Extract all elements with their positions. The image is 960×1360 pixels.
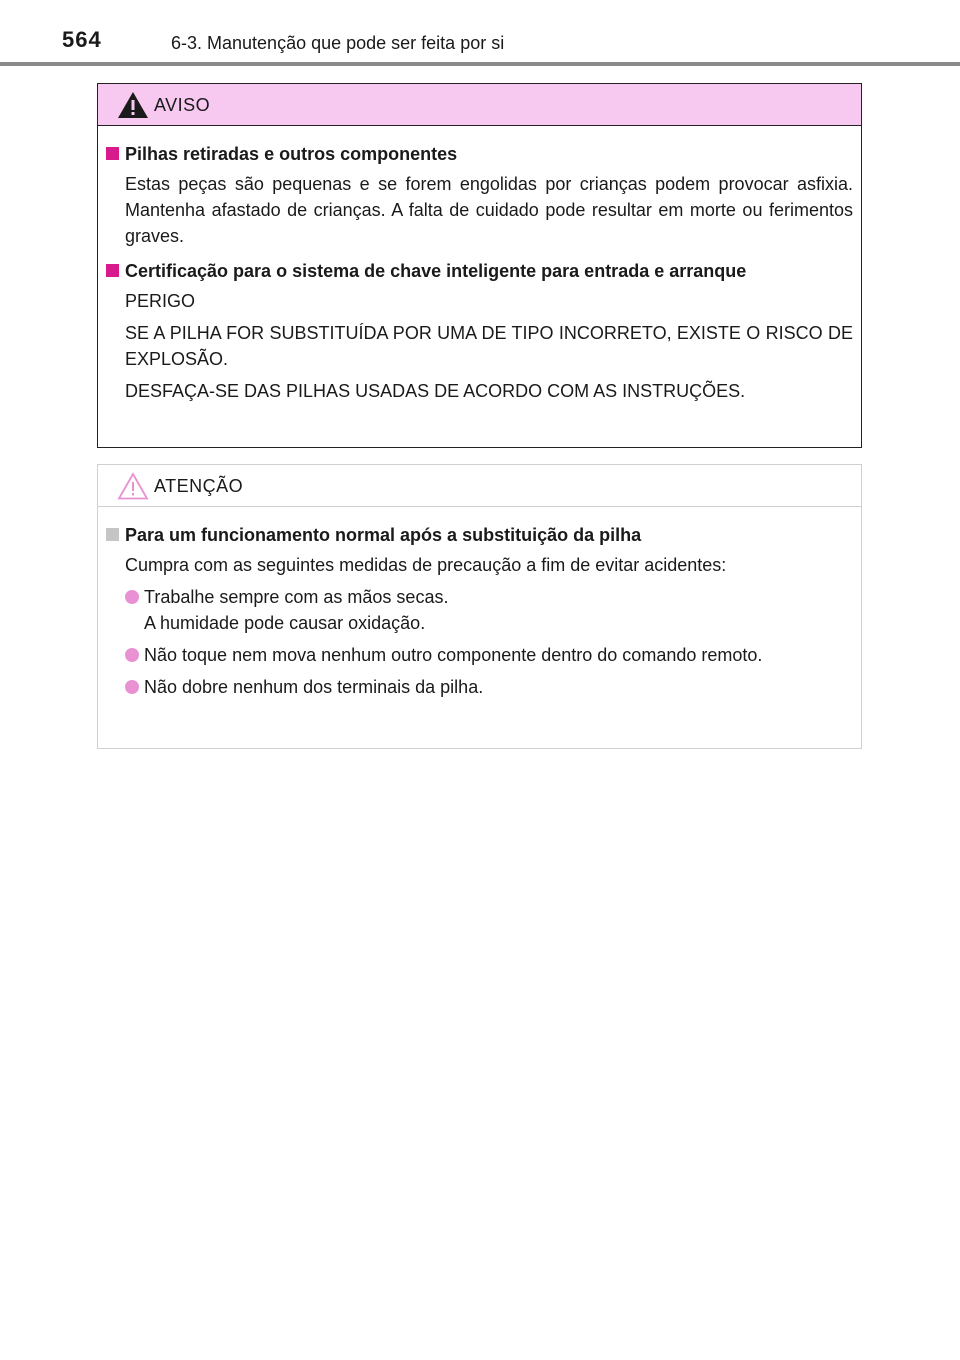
round-bullet-icon	[125, 590, 139, 604]
warning-item-title	[106, 259, 853, 283]
caution-bullet-text: Não dobre nenhum dos terminais da pilha.	[144, 677, 484, 697]
section-title: 6-3. Manutenção que pode ser feita por si	[171, 33, 505, 53]
caution-bullet-text: Trabalhe sempre com as mãos secas.	[144, 587, 449, 607]
caution-bullet-text: Não toque nem mova nenhum outro componente dentro do comando remoto.	[144, 645, 763, 665]
caution-item-title	[106, 523, 853, 547]
warning-box-body	[98, 126, 861, 404]
warning-item-title	[106, 142, 853, 166]
caution-triangle-icon	[117, 472, 149, 500]
warning-paragraph: SE A PILHA FOR SUBSTITUÍDA POR UMA DE TIPO INCORRETO, EXISTE O RISCO DE EXPLOSÃO.	[125, 323, 853, 369]
square-bullet-icon	[106, 147, 119, 160]
round-bullet-icon	[125, 648, 139, 662]
warning-item-title-text: Pilhas retiradas e outros componentes	[125, 144, 458, 164]
caution-bullet	[125, 584, 853, 636]
caution-box	[97, 464, 862, 749]
page-number: 564	[62, 27, 102, 52]
caution-bullet-subtext: A humidade pode causar oxidação.	[144, 613, 426, 633]
caution-intro: Cumpra com as seguintes medidas de precaução a fim de evitar acidentes:	[125, 555, 727, 575]
warning-label: AVISO	[154, 95, 211, 115]
square-bullet-icon	[106, 528, 119, 541]
caution-label: ATENÇÃO	[154, 476, 244, 496]
page-header	[0, 0, 960, 70]
round-bullet-icon	[125, 680, 139, 694]
caution-bullet	[125, 642, 853, 668]
warning-paragraph: DESFAÇA-SE DAS PILHAS USADAS DE ACORDO COM AS INSTRUÇÕES.	[125, 381, 746, 401]
warning-box-header	[98, 84, 861, 126]
caution-box-header	[98, 465, 861, 507]
caution-bullet	[125, 674, 853, 700]
caution-item-title-text: Para um funcionamento normal após a substituição da pilha	[125, 525, 642, 545]
caution-box-body	[98, 507, 861, 700]
square-bullet-icon	[106, 264, 119, 277]
warning-item-title-text: Certificação para o sistema de chave inteligente para entrada e arranque	[125, 261, 747, 281]
warning-paragraph: Estas peças são pequenas e se forem engolidas por crianças podem provocar asfixia. Mantenha afastado de crianças. A falta de cuidado pode resultar em morte ou ferimentos graves.	[125, 174, 853, 246]
warning-box	[97, 83, 862, 448]
header-divider	[0, 62, 960, 66]
warning-triangle-icon	[117, 91, 149, 119]
warning-paragraph: PERIGO	[125, 291, 196, 311]
